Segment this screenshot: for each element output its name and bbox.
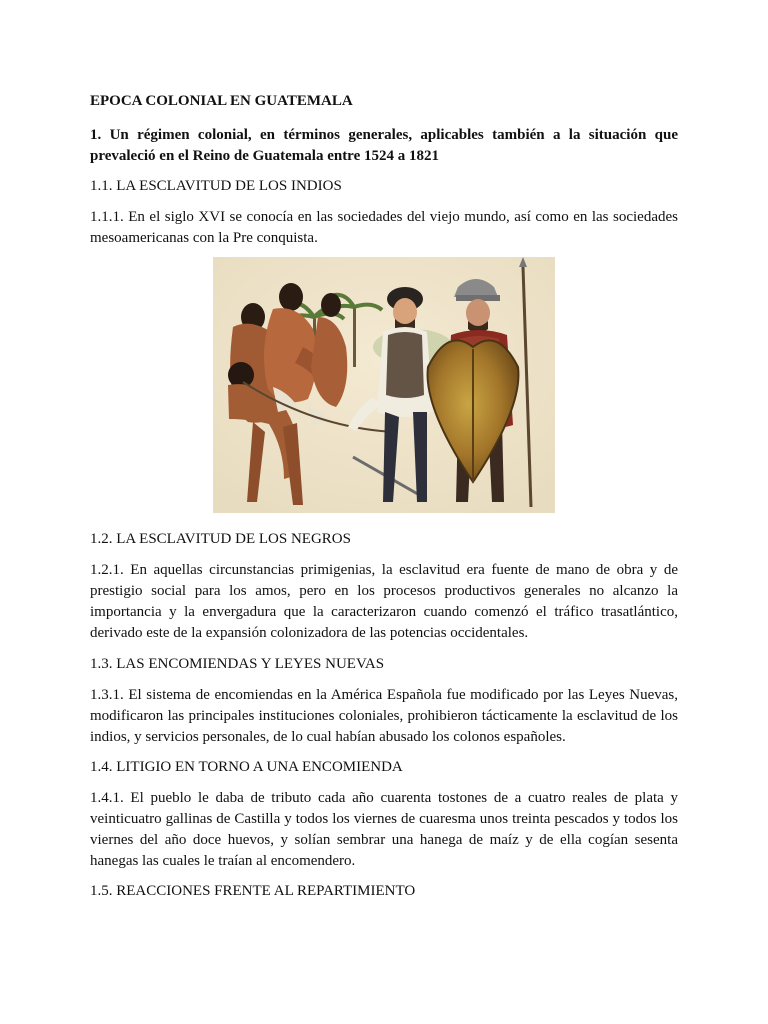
heading-1-5: 1.5. REACCIONES FRENTE AL REPARTIMIENTO bbox=[90, 883, 416, 899]
document-title: EPOCA COLONIAL EN GUATEMALA bbox=[90, 93, 353, 109]
heading-1-1: 1.1. LA ESCLAVITUD DE LOS INDIOS bbox=[90, 178, 342, 194]
paragraph-1-3-1: 1.3.1. El sistema de encomiendas en la América Española fue modificado por las Leyes Nuevas, modificaron las principales instituciones coloniales, prohibieron tácticamente la esclavitud de los indios, y servicios personales, de lo cual habían abusado los colonos españoles. bbox=[90, 687, 678, 745]
paragraph-1-2-1: 1.2.1. En aquellas circunstancias primigenias, la esclavitud era fuente de mano de obra y de prestigio social para los amos, pero en los procesos productivos generales no alcanzo la importancia y la envergadura que la caracterizaron cuando comenzó el tráfico trasatlántico, derivado este de la expansión colonizadora de las potencias occidentales. bbox=[90, 562, 678, 641]
paragraph-1-4-1: 1.4.1. El pueblo le daba de tributo cada año cuarenta tostones de a cuatro reales de plata y veinticuatro gallinas de Castilla y todos los viernes de cuaresma unos treinta pescados y todos los viernes del año doce huevos, y solían sembrar una hanega de maíz y de ella cogían sesenta hanegas las cuales le traían al encomendero. bbox=[90, 790, 678, 869]
section-1-heading: 1. Un régimen colonial, en términos generales, aplicables también a la situación que prevaleció en el Reino de Guatemala entre 1524 a 1821 bbox=[90, 127, 678, 164]
heading-1-3: 1.3. LAS ENCOMIENDAS Y LEYES NUEVAS bbox=[90, 656, 385, 672]
heading-1-4: 1.4. LITIGIO EN TORNO A UNA ENCOMIENDA bbox=[90, 759, 403, 775]
document-page bbox=[90, 0, 678, 1024]
colonial-illustration bbox=[213, 257, 555, 513]
heading-1-2: 1.2. LA ESCLAVITUD DE LOS NEGROS bbox=[90, 531, 351, 547]
paragraph-1-1-1: 1.1.1. En el siglo XVI se conocía en las sociedades del viejo mundo, así como en las sociedades mesoamericanas con la Pre conquista. bbox=[90, 209, 678, 246]
